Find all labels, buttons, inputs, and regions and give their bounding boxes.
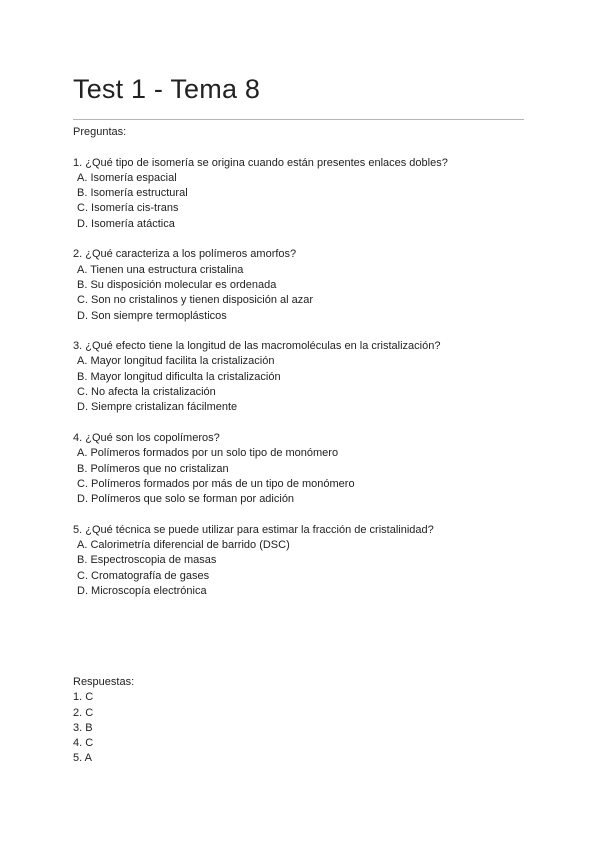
answer-item: 5. A xyxy=(73,752,92,765)
option-d: D. Polímeros que solo se forman por adición xyxy=(77,493,295,506)
options-list xyxy=(73,354,524,415)
question-text: 3. ¿Qué efecto tiene la longitud de las macromoléculas en la cristalización? xyxy=(73,340,441,353)
option-c: C. Polímeros formados por más de un tipo de monómero xyxy=(77,477,355,490)
question-5 xyxy=(73,523,524,599)
questions-section xyxy=(73,125,524,615)
document-title: Test 1 - Tema 8 xyxy=(73,74,261,104)
options-list xyxy=(73,446,524,507)
question-4 xyxy=(73,431,524,507)
answer-item: 4. C xyxy=(73,737,94,750)
answers-section xyxy=(73,675,134,767)
option-a: A. Isomería espacial xyxy=(77,171,177,184)
question-text: 2. ¿Qué caracteriza a los polímeros amorfos? xyxy=(73,248,297,261)
option-d: D. Microscopía electrónica xyxy=(77,584,207,597)
questions-list xyxy=(73,156,524,600)
answer-item: 3. B xyxy=(73,721,93,734)
question-text: 5. ¿Qué técnica se puede utilizar para estimar la fracción de cristalinidad? xyxy=(73,523,434,536)
options-list xyxy=(73,538,524,599)
option-a: A. Polímeros formados por un solo tipo de monómero xyxy=(77,447,339,460)
answer-item: 2. C xyxy=(73,706,94,719)
option-c: C. No afecta la cristalización xyxy=(77,386,216,399)
option-d: D. Isomería atáctica xyxy=(77,217,175,230)
question-1 xyxy=(73,156,524,232)
option-b: B. Isomería estructural xyxy=(77,187,188,200)
question-3 xyxy=(73,339,524,415)
option-b: B. Espectroscopia de masas xyxy=(77,554,217,567)
option-a: A. Calorimetría diferencial de barrido (DSC) xyxy=(77,539,290,552)
question-text: 1. ¿Qué tipo de isomería se origina cuando están presentes enlaces dobles? xyxy=(73,156,448,169)
title-divider xyxy=(73,119,524,120)
option-c: C. Cromatografía de gases xyxy=(77,569,210,582)
answer-item: 1. C xyxy=(73,691,94,704)
option-b: B. Polímeros que no cristalizan xyxy=(77,462,229,475)
option-d: D. Son siempre termoplásticos xyxy=(77,309,227,322)
option-a: A. Tienen una estructura cristalina xyxy=(77,263,244,276)
options-list xyxy=(73,263,524,324)
question-text: 4. ¿Qué son los copolímeros? xyxy=(73,431,220,444)
answers-list xyxy=(73,690,134,766)
option-c: C. Isomería cis-trans xyxy=(77,202,179,215)
option-c: C. Son no cristalinos y tienen disposición al azar xyxy=(77,294,314,307)
option-d: D. Siempre cristalizan fácilmente xyxy=(77,401,238,414)
options-list xyxy=(73,171,524,232)
answers-label: Respuestas: xyxy=(73,676,135,688)
question-2 xyxy=(73,247,524,323)
questions-label: Preguntas: xyxy=(73,126,127,138)
option-a: A. Mayor longitud facilita la cristalización xyxy=(77,355,275,368)
option-b: B. Su disposición molecular es ordenada xyxy=(77,278,277,291)
option-b: B. Mayor longitud dificulta la cristalización xyxy=(77,370,281,383)
